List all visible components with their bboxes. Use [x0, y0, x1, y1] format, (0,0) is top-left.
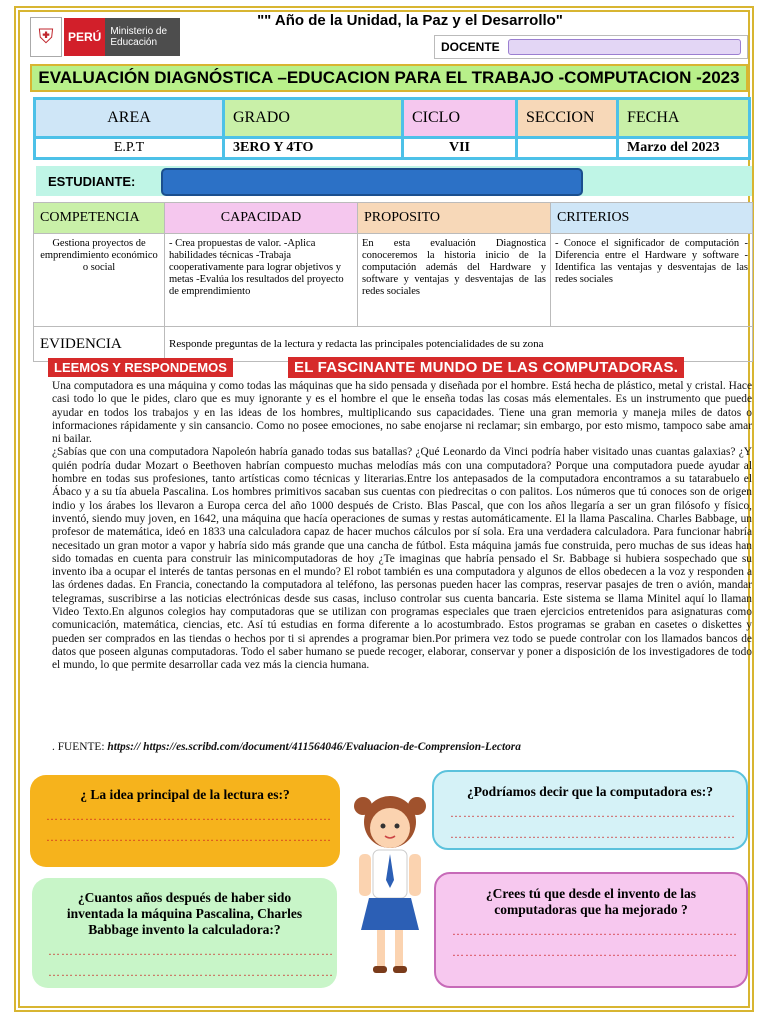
coat-of-arms-icon: ⛨: [30, 17, 62, 57]
student-label: ESTUDIANTE:: [48, 173, 136, 189]
reading-paragraph-2: ¿Sabías que con una computadora Napoleón habría ganado todas sus batallas? ¿Qué Leonardo da Vinci podría haber visitado unas cuantas galaxias? ¿Y quién podría dudar Mozart o Beethoven habrían compuesto muchas melodías más con una computadora? Porque una computadora puede ayudar al hombre en todas sus profesiones, tanto artísticas como técnicas y literarias.Entre los antepasados de la computadora encontramos a su tatarabuelo el Ábaco y a su tía abuela Pascalina. Los hombres primitivos sacaban sus cuentas con piedrecitas o con palitos. Los números que tú conoces son de origen indio y los árabes los llevaron a Europa cerca del año 1000 después de Cristo. Blas Pascal, que con los años llegaría a ser un gran filósofo y físico, inventó, siendo muy joven, en 1642, una máquina que hacía operaciones de sumas y restas automáticamente. El la llama Pascalina. Charles Babbage, un profesor de matemática, ideó en 1833 una calculadora capaz de hacer muchos cálculos por sí sola. Era una verdadera calculadora. Para funcionar habría necesitado un gran motor a vapor y habría sido más grande que una cancha de fútbol. Esta máquina jamás fue construida, pero muchas de sus ideas han sido tomadas en cuenta para construir las minicomputadoras de hoy ¿Te imaginas que habría pensado el Sr. Babbage si hubiera sospechado que su invento iba a ocupar el interés de tantas personas en el mundo? El robot también es una computadora y algunos de ellos obedecen a la voz y responden a las órdenes dadas. En Francia, conectando la computadora al teléfono, las personas pueden hacer las compras, reservar pasajes de tren o avión, mandar telegramas, suscribirse a las noticias electrónicas desde sus casas, incluso controlar sus cuenta bancaria. Este sistema se llama Minitel aquí lo llaman Video Texto.En algunos colegios hay computadoras que se utilizan con programas especiales que traen ejercicios entretenidos para asignaturas como comunicación, matemática, ciencias, etc. Así tú estudias en forma diferente a lo acostumbrado. Estos programas se graban en casetes o diskettes y pueden ser comprados en las tiendas o hechos por ti si aprendes a programar bien.Por primera vez todo se puede controlar con los llamados bancos de datos que poseen algunas computadoras. Todo el saber humano se puede recoger, elaborar, conservar y poner a disposición de los investigadores de todo el mundo, lo que permite desarrollar cada vez más la ciencia humana.: [52, 446, 752, 672]
page-title: EVALUACIÓN DIAGNÓSTICA –EDUCACION PARA EL TRABAJO -COMPUTACION -2023: [30, 64, 748, 92]
logo-ministry-text: Ministerio de Educación: [105, 18, 180, 56]
answer-line-3b[interactable]: …………………………………………………………: [48, 965, 334, 979]
student-name-input[interactable]: [161, 168, 583, 196]
question-card-1: [30, 775, 340, 867]
answer-line-1a[interactable]: …………………………………………………………: [46, 809, 332, 823]
header-capacidad: CAPACIDAD: [165, 203, 358, 234]
answer-line-4a[interactable]: …………………………………………………………: [452, 924, 738, 938]
source-url: https:// https://es.scribd.com/document/411564046/Evaluacion-de-Comprension-Lectora: [107, 741, 521, 753]
info-table: [33, 97, 751, 160]
header-criterios: CRITERIOS: [551, 203, 753, 234]
question-2-text: ¿Podríamos decir que la computadora es:?: [466, 784, 714, 799]
answer-line-1b[interactable]: …………………………………………………………: [46, 830, 332, 844]
competencia-text: Gestiona proyectos de emprendimiento económico o social: [34, 234, 165, 327]
value-grado: 3ERO Y 4TO: [224, 138, 403, 159]
header-competencia: COMPETENCIA: [34, 203, 165, 234]
reading-paragraph-1: Una computadora es una máquina y como todas las máquinas que ha sido pensada y diseñada por el hombre. Está hecha de plástico, metal y cristal. Hace casi todo lo que le pides, claro que es muy ignorante y es el hombre el que le enseña todas las cosas más elementales. Es un instrumento que puede ayudar en todos los trabajos y en las ideas de los hombres, multiplicando sus capacidades. Tiene una gran memoria y maneja miles de datos o informaciones rápidamente y sin cansancio. Como no posee emociones, no sabe enojarse ni reclamar; sin embargo, por esto mismo, tampoco sabe amar ni bailar.: [52, 380, 752, 446]
header-seccion: SECCION: [517, 99, 618, 138]
header-area: AREA: [35, 99, 224, 138]
student-row: [36, 166, 752, 196]
header-proposito: PROPOSITO: [358, 203, 551, 234]
docente-field: [434, 35, 748, 59]
reading-label: LEEMOS Y RESPONDEMOS: [48, 358, 233, 377]
value-area: E.P.T: [35, 138, 224, 159]
question-card-2: [432, 770, 748, 850]
header-ciclo: CICLO: [403, 99, 517, 138]
source-label: . FUENTE:: [52, 741, 105, 753]
reading-title: EL FASCINANTE MUNDO DE LAS COMPUTADORAS.: [288, 357, 684, 378]
question-1-text: ¿ La idea principal de la lectura es:?: [80, 787, 290, 802]
docente-input[interactable]: [508, 39, 741, 55]
evidencia-text: Responde preguntas de la lectura y redacta las principales potencialidades de su zona: [165, 327, 753, 362]
student-girl-illustration: [345, 780, 435, 980]
proposito-text: En esta evaluación Diagnostica conoceremos la historia inicio de la computación además del Hardware y software y ventajas y desventajas de las redes sociales: [358, 234, 551, 327]
answer-line-2b[interactable]: …………………………………………………………: [450, 827, 736, 841]
value-fecha: Marzo del 2023: [618, 138, 750, 159]
value-seccion[interactable]: [517, 138, 618, 159]
evidencia-label: EVIDENCIA: [34, 327, 165, 362]
source-line: [52, 741, 521, 753]
docente-label: DOCENTE: [441, 40, 500, 54]
header-fecha: FECHA: [618, 99, 750, 138]
question-3-text: ¿Cuantos años después de haber sido inventada la máquina Pascalina, Charles Babbage invento la calculadora:?: [66, 890, 303, 937]
competency-table: [33, 202, 753, 362]
logo-peru-text: PERÚ: [64, 18, 105, 56]
question-card-3: [32, 878, 337, 988]
value-ciclo: VII: [403, 138, 517, 159]
answer-line-3a[interactable]: …………………………………………………………: [48, 944, 334, 958]
reading-body: [52, 380, 752, 673]
year-motto: "" Año de la Unidad, la Paz y el Desarrollo": [257, 12, 563, 29]
ministry-logo: [30, 16, 180, 58]
answer-line-4b[interactable]: …………………………………………………………: [452, 945, 738, 959]
capacidad-text: - Crea propuestas de valor. -Aplica habilidades técnicas -Trabaja cooperativamente para lograr objetivos y metas -Evalúa los resultados del proyecto de emprendimiento: [165, 234, 358, 327]
criterios-text: - Conoce el significador de computación - Diferencia entre el Hardware y software -Identifica las ventajas y desventajas de las redes sociales: [551, 234, 753, 327]
header-grado: GRADO: [224, 99, 403, 138]
question-card-4: [434, 872, 748, 988]
answer-line-2a[interactable]: …………………………………………………………: [450, 806, 736, 820]
question-4-text: ¿Crees tú que desde el invento de las computadoras que ha mejorado ?: [485, 886, 697, 917]
